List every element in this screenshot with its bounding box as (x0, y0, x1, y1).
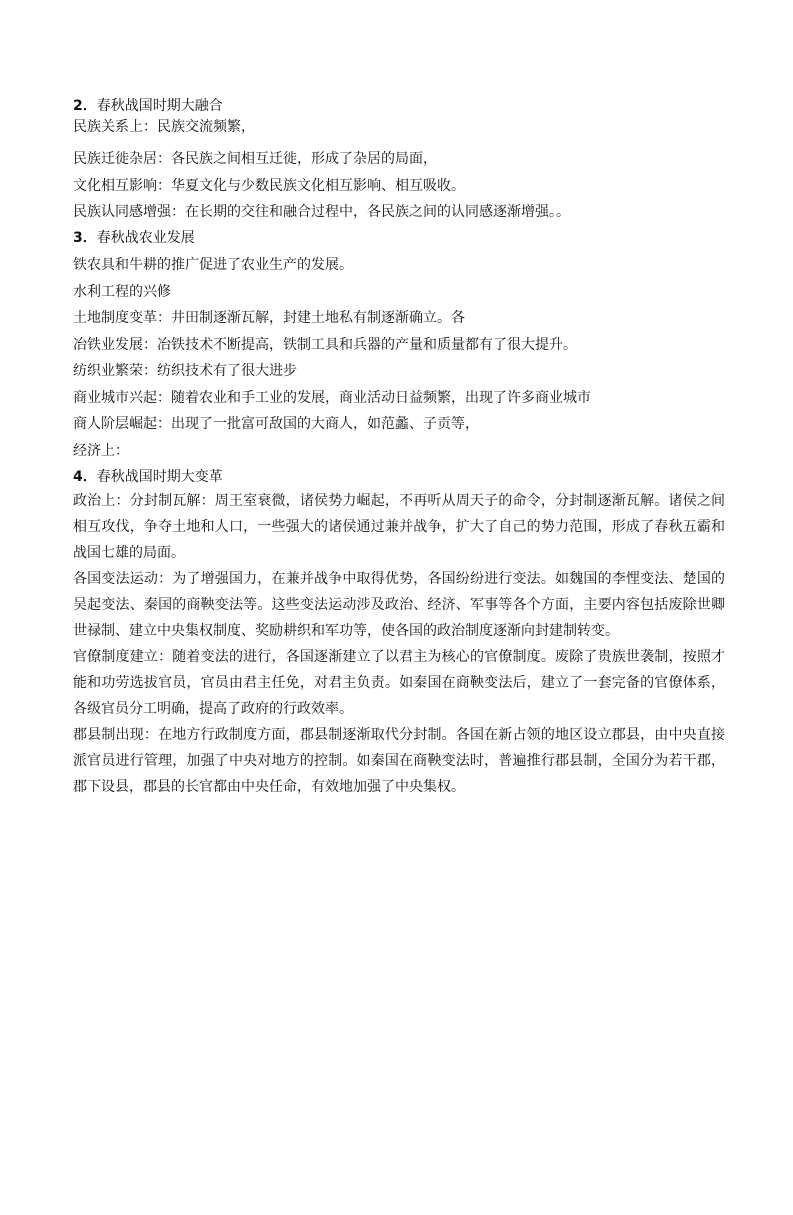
section-4-paragraph-reforms: 各国变法运动：为了增强国力，在兼并战争中取得优势，各国纷纷进行变法。如魏国的李悝变法、楚国的吴起变法、秦国的商鞅变法等。这些变法运动涉及政治、经济、军事等各个方面，主要内容包括废除世卿世禄制、建立中央集权制度、奖励耕织和军功等，使各国的政治制度逐渐向封建制转变。 (73, 571, 725, 639)
section-3-line-7: 商人阶层崛起：出现了一批富可敌国的大商人，如范蠡、子贡等， (73, 416, 479, 432)
section-3-line-4: 冶铁业发展：冶铁技术不断提高，铁制工具和兵器的产量和质量都有了很大提升。 (73, 337, 577, 353)
section-2-line-3: 文化相互影响：华夏文化与少数民族文化相互影响、相互吸收。 (73, 178, 465, 194)
section-2-heading (73, 96, 725, 116)
section-3-line-2: 水利工程的兴修 (73, 284, 171, 300)
section-4-paragraph-politics: 政治上：分封制瓦解：周王室衰微，诸侯势力崛起，不再听从周天子的命令，分封制逐渐瓦解。诸侯之间相互攻伐，争夺土地和人口，一些强大的诸侯通过兼并战争，扩大了自己的势力范围，形成了春秋五霸和战国七雄的局面。 (73, 493, 725, 561)
section-4-heading (73, 467, 725, 487)
section-3-line-6: 商业城市兴起：随着农业和手工业的发展，商业活动日益频繁，出现了许多商业城市 (73, 390, 591, 406)
section-3-line-3: 土地制度变革：井田制逐渐瓦解，封建土地私有制逐渐确立。各 (73, 310, 465, 326)
section-4-title: 春秋战国时期大变革 (96, 469, 223, 485)
section-3-heading (73, 228, 725, 248)
section-2-line-2: 民族迁徙杂居：各民族之间相互迁徙，形成了杂居的局面， (73, 151, 437, 167)
section-2-line-1: 民族关系上：民族交流频繁， (73, 119, 255, 135)
section-4-paragraph-commandery: 郡县制出现：在地方行政制度方面，郡县制逐渐取代分封制。各国在新占领的地区设立郡县，由中央直接派官员进行管理，加强了中央对地方的控制。如秦国在商鞅变法时，普遍推行郡县制，全国分为若干郡，郡下设县，郡县的长官都由中央任命，有效地加强了中央集权。 (73, 727, 725, 795)
section-4-paragraph-bureaucracy: 官僚制度建立：随着变法的进行，各国逐渐建立了以君主为核心的官僚制度。废除了贵族世袭制，按照才能和功劳选拔官员，官员由君主任免，对君主负责。如秦国在商鞅变法后，建立了一套完备的官僚体系，各级官员分工明确，提高了政府的行政效率。 (73, 649, 725, 717)
section-3-line-5: 纺织业繁荣：纺织技术有了很大进步 (73, 363, 297, 379)
section-3-line-8: 经济上： (73, 443, 129, 459)
section-2-line-4: 民族认同感增强：在长期的交往和融合过程中，各民族之间的认同感逐渐增强。。 (73, 204, 570, 220)
section-3-title: 春秋战农业发展 (96, 230, 195, 246)
section-2-number: 2． (73, 98, 97, 114)
section-4-number: 4． (73, 469, 97, 485)
section-3-number: 3． (73, 230, 97, 246)
document-body (73, 96, 725, 800)
section-3-line-1: 铁农具和牛耕的推广促进了农业生产的发展。 (73, 257, 353, 273)
section-2-title: 春秋战国时期大融合 (96, 98, 223, 114)
